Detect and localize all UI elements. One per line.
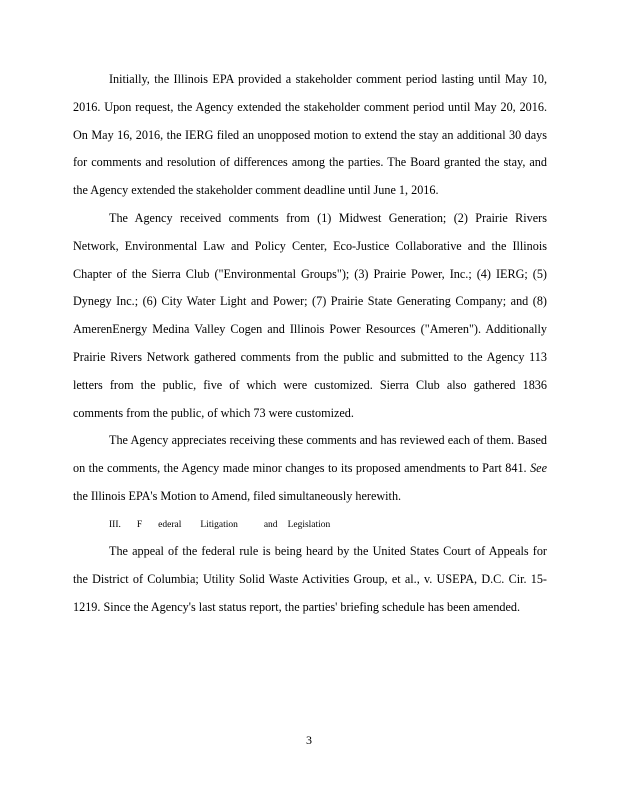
paragraph-comments-received: The Agency received comments from (1) Midwest Generation; (2) Prairie Rivers Network, Environmental Law and Policy Center, Eco-Justice Collaborative and the Illinois Chapter of the Sierra Club ("Environmental Groups"); (3) Prairie Power, Inc.; (4) IERG; (5) Dynegy Inc.; (6) City Water Light and Power; (7) Prairie State Generating Company; and (8) AmerenEnergy Medina Valley Cogen and Illinois Power Resources ("Ameren"). Additionally Prairie Rivers Network gathered comments from the public and submitted to the Agency 113 letters from the public, five of which were customized. Sierra Club also gathered 1836 comments from the public, of which 73 were customized.	[73, 211, 547, 420]
paragraph-agency-changes	[73, 427, 547, 510]
section-heading-word-4: Legislation	[287, 520, 331, 530]
paragraph-agency-changes-start: The Agency appreciates receiving these comments and has reviewed each of them. Based on the comments, the Agency made minor changes to its proposed amendments to Part 841.	[73, 433, 547, 475]
section-heading-initial: F	[136, 520, 143, 530]
paragraph-comment-period: Initially, the Illinois EPA provided a stakeholder comment period lasting until May 10, 2016. Upon request, the Agency extended the stakeholder comment period until May 20, 2016. On May 16, 2016, the IERG filed an unopposed motion to extend the stay an additional 30 days for comments and resolution of differences among the parties. The Board granted the stay, and the Agency extended the stakeholder comment deadline until June 1, 2016.	[73, 72, 547, 198]
paragraph-federal-appeal: The appeal of the federal rule is being heard by the United States Court of Appeals for the District of Columbia; Utility Solid Waste Activities Group, et al., v. USEPA, D.C. Cir. 15-1219. Since the Agency's last status report, the parties' briefing schedule has been amended.	[73, 544, 547, 614]
section-heading-word-1: ederal	[158, 520, 182, 530]
section-number: III.	[109, 520, 121, 530]
section-heading	[109, 516, 330, 534]
page-number: 3	[306, 733, 312, 747]
see-signal: See	[530, 460, 547, 475]
paragraph-agency-changes-end: the Illinois EPA's Motion to Amend, filed simultaneously herewith.	[73, 488, 402, 503]
section-heading-word-2: Litigation	[200, 520, 238, 530]
section-heading-word-3: and	[263, 520, 278, 530]
